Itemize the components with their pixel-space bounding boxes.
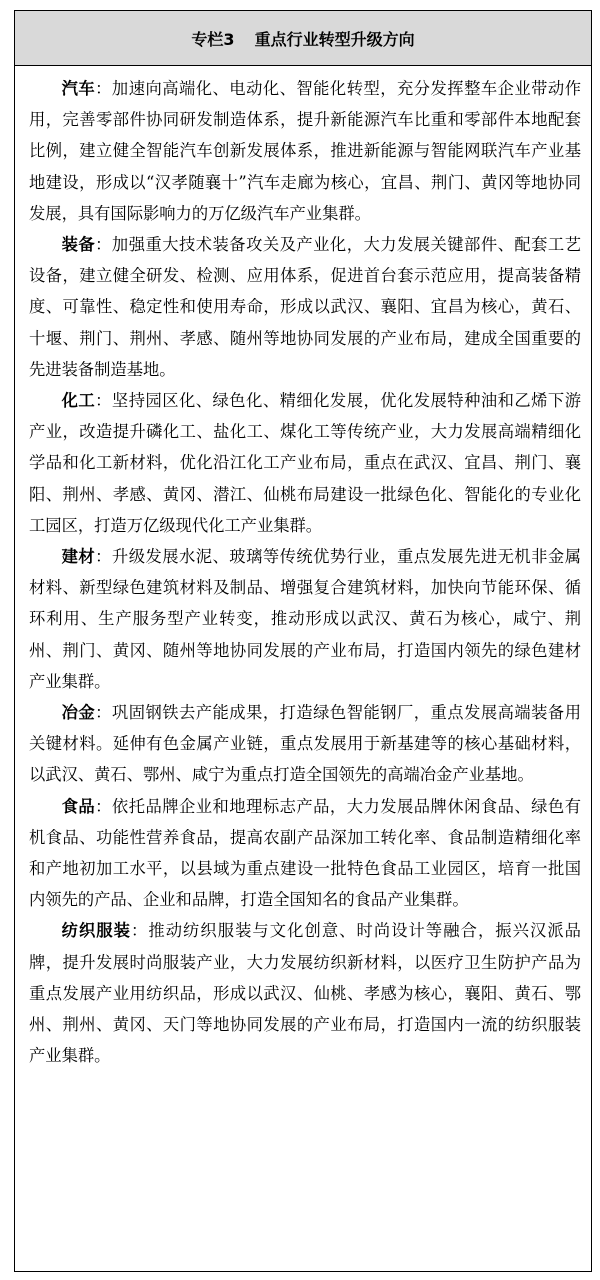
paragraph-building-materials bbox=[29, 541, 581, 697]
column-box bbox=[14, 10, 592, 1272]
industry-term: 冶金 bbox=[61, 703, 96, 723]
paragraph-body: 加速向高端化、电动化、智能化转型，充分发挥整车企业带动作用，完善零部件协同研发制造体系，提升新能源汽车比重和零部件本地配套比例，建立健全智能汽车创新发展体系，推进新能源与智能网联汽车产业基地建设，形成以“汉孝随襄十”汽车走廊为核心，宜昌、荆门、黄冈等地协同发展，具有国际影响力的万亿级汽车产业集群。 bbox=[29, 79, 581, 223]
paragraph-auto bbox=[29, 73, 581, 229]
paragraph-body: 升级发展水泥、玻璃等传统优势行业，重点发展先进无机非金属材料、新型绿色建筑材料及制品、增强复合建筑材料，加快向节能环保、循环利用、生产服务型产业转变，推动形成以武汉、黄石为核心，咸宁、荆州、荆门、黄冈、随州等地协同发展的产业布局，打造国内领先的绿色建材产业集群。 bbox=[29, 547, 581, 691]
paragraph-body: 依托品牌企业和地理标志产品，大力发展品牌休闲食品、绿色有机食品、功能性营养食品，提高农副产品深加工转化率、食品制造精细化率和产地初加工水平，以县域为重点建设一批特色食品工业园区，培育一批国内领先的产品、企业和品牌，打造全国知名的食品产业集群。 bbox=[29, 796, 581, 910]
industry-term: 装备 bbox=[61, 235, 96, 255]
paragraph-body: 推动纺织服装与文化创意、时尚设计等融合，振兴汉派品牌，提升发展时尚服装产业，大力发展纺织新材料，以医疗卫生防护产品为重点发展产业用纺织品，形成以武汉、仙桃、孝感为核心，襄阳、黄石、鄂州、荆州、黄冈、天门等地协同发展的产业布局，打造国内一流的纺织服装产业集群。 bbox=[29, 921, 581, 1066]
paragraph-metallurgy bbox=[29, 697, 581, 791]
paragraph-body: 巩固钢铁去产能成果，打造绿色智能钢厂，重点发展高端装备用关键材料。延伸有色金属产业链，重点发展用于新基建等的核心基础材料，以武汉、黄石、鄂州、咸宁为重点打造全国领先的高端冶金产业基地。 bbox=[29, 703, 581, 785]
industry-term: 化工 bbox=[61, 391, 96, 411]
paragraph-textile bbox=[29, 915, 581, 1071]
paragraph-equipment bbox=[29, 229, 581, 385]
industry-term: 建材 bbox=[61, 547, 96, 567]
term-colon: ： bbox=[95, 796, 112, 816]
industry-term: 纺织服装 bbox=[61, 921, 131, 941]
column-title: 重点行业转型升级方向 bbox=[254, 29, 415, 49]
paragraph-food bbox=[29, 791, 581, 916]
industry-term: 汽车 bbox=[61, 79, 96, 98]
term-colon: ： bbox=[95, 391, 112, 411]
paragraph-body: 加强重大技术装备攻关及产业化，大力发展关键部件、配套工艺设备，建立健全研发、检测、应用体系，促进首台套示范应用，提高装备精度、可靠性、稳定性和使用寿命，形成以武汉、襄阳、宜昌为核心，黄石、十堰、荆门、荆州、孝感、随州等地协同发展的产业布局，建成全国重要的先进装备制造基地。 bbox=[29, 235, 581, 379]
term-colon: ： bbox=[95, 703, 112, 723]
paragraph-chemical bbox=[29, 385, 581, 541]
term-colon: ： bbox=[95, 79, 112, 98]
term-colon: ： bbox=[130, 921, 149, 941]
paragraph-body: 坚持园区化、绿色化、精细化发展，优化发展特种油和乙烯下游产业，改造提升磷化工、盐化工、煤化工等传统产业，大力发展高端精细化学品和化工新材料，优化沿江化工产业布局，重点在武汉、宜昌、荆门、襄阳、荆州、孝感、黄冈、潜江、仙桃布局建设一批绿色化、智能化的专业化工园区，打造万亿级现代化工产业集群。 bbox=[29, 391, 581, 535]
term-colon: ： bbox=[95, 547, 112, 567]
column-number: 专栏3 bbox=[191, 29, 235, 49]
industry-term: 食品 bbox=[61, 796, 96, 816]
column-header bbox=[15, 11, 591, 66]
column-content bbox=[15, 67, 591, 1271]
term-colon: ： bbox=[95, 235, 112, 255]
